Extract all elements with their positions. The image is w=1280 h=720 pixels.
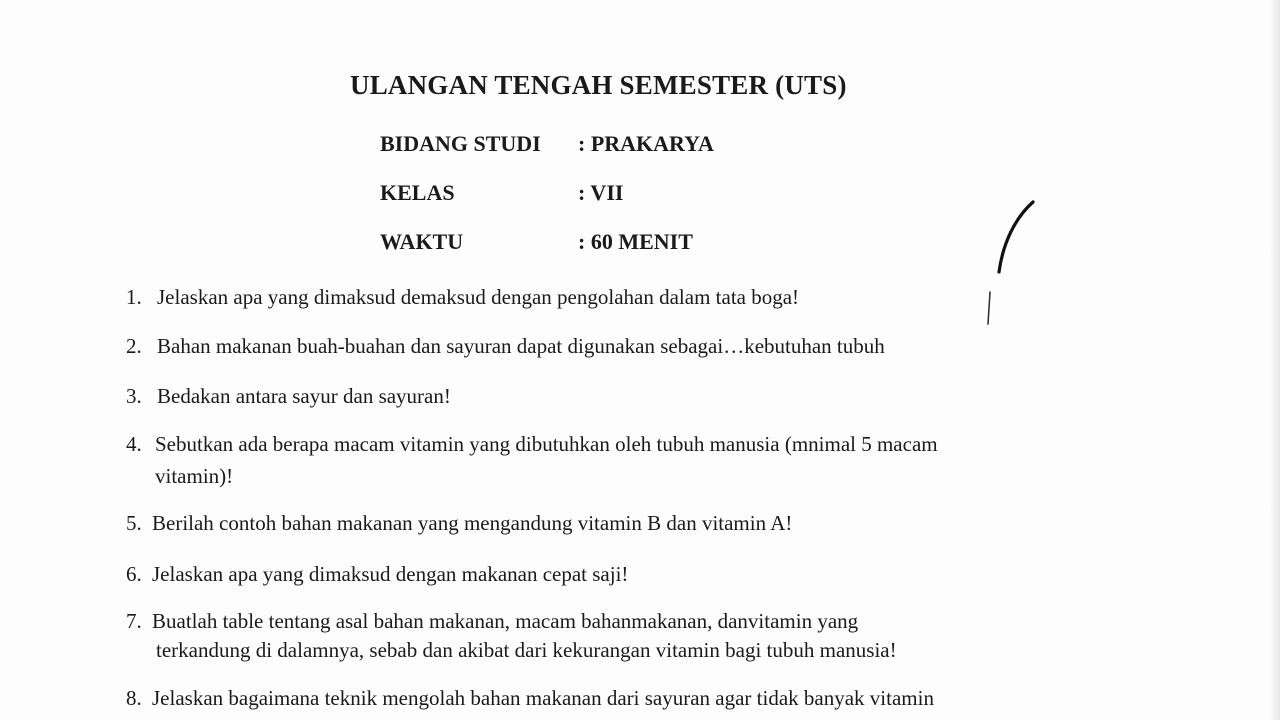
meta-value: : PRAKARYA <box>578 131 714 156</box>
question-text: Jelaskan apa yang dimaksud dengan makanan cepat saji! <box>152 562 629 586</box>
meta-label: BIDANG STUDI <box>380 131 541 156</box>
meta-value: : VII <box>578 180 624 205</box>
question-text-continued: terkandung di dalamnya, sebab dan akibat dari kekurangan vitamin bagi tubuh manusia! <box>156 638 897 662</box>
scan-edge-shadow <box>1268 0 1280 720</box>
exam-title: ULANGAN TENGAH SEMESTER (UTS) <box>350 70 847 100</box>
question-number: 2. <box>126 334 142 358</box>
question-text: Jelaskan bagaimana teknik mengolah bahan makanan dari sayuran agar tidak banyak vitamin <box>152 686 934 710</box>
question-number: 5. <box>126 511 142 535</box>
meta-label: WAKTU <box>380 229 464 254</box>
handwritten-mark-icon <box>985 198 1045 328</box>
question-number: 1. <box>126 285 142 309</box>
question-text-continued: vitamin)! <box>155 464 234 488</box>
question-text: Jelaskan apa yang dimaksud demaksud dengan pengolahan dalam tata boga! <box>157 285 800 309</box>
question-number: 6. <box>126 562 142 586</box>
question-number: 3. <box>126 384 142 408</box>
question-number: 7. <box>126 609 142 633</box>
question-number: 8. <box>126 686 142 710</box>
question-text: Bedakan antara sayur dan sayuran! <box>157 384 451 408</box>
question-text: Buatlah table tentang asal bahan makanan, macam bahanmakanan, danvitamin yang <box>152 609 859 633</box>
question-number: 4. <box>126 432 142 456</box>
question-text: Sebutkan ada berapa macam vitamin yang dibutuhkan oleh tubuh manusia (mnimal 5 macam <box>155 432 938 456</box>
question-text: Bahan makanan buah-buahan dan sayuran dapat digunakan sebagai…kebutuhan tubuh <box>157 334 885 358</box>
meta-value: : 60 MENIT <box>578 229 693 254</box>
question-text: Berilah contoh bahan makanan yang mengandung vitamin B dan vitamin A! <box>152 511 793 535</box>
meta-label: KELAS <box>380 180 455 205</box>
